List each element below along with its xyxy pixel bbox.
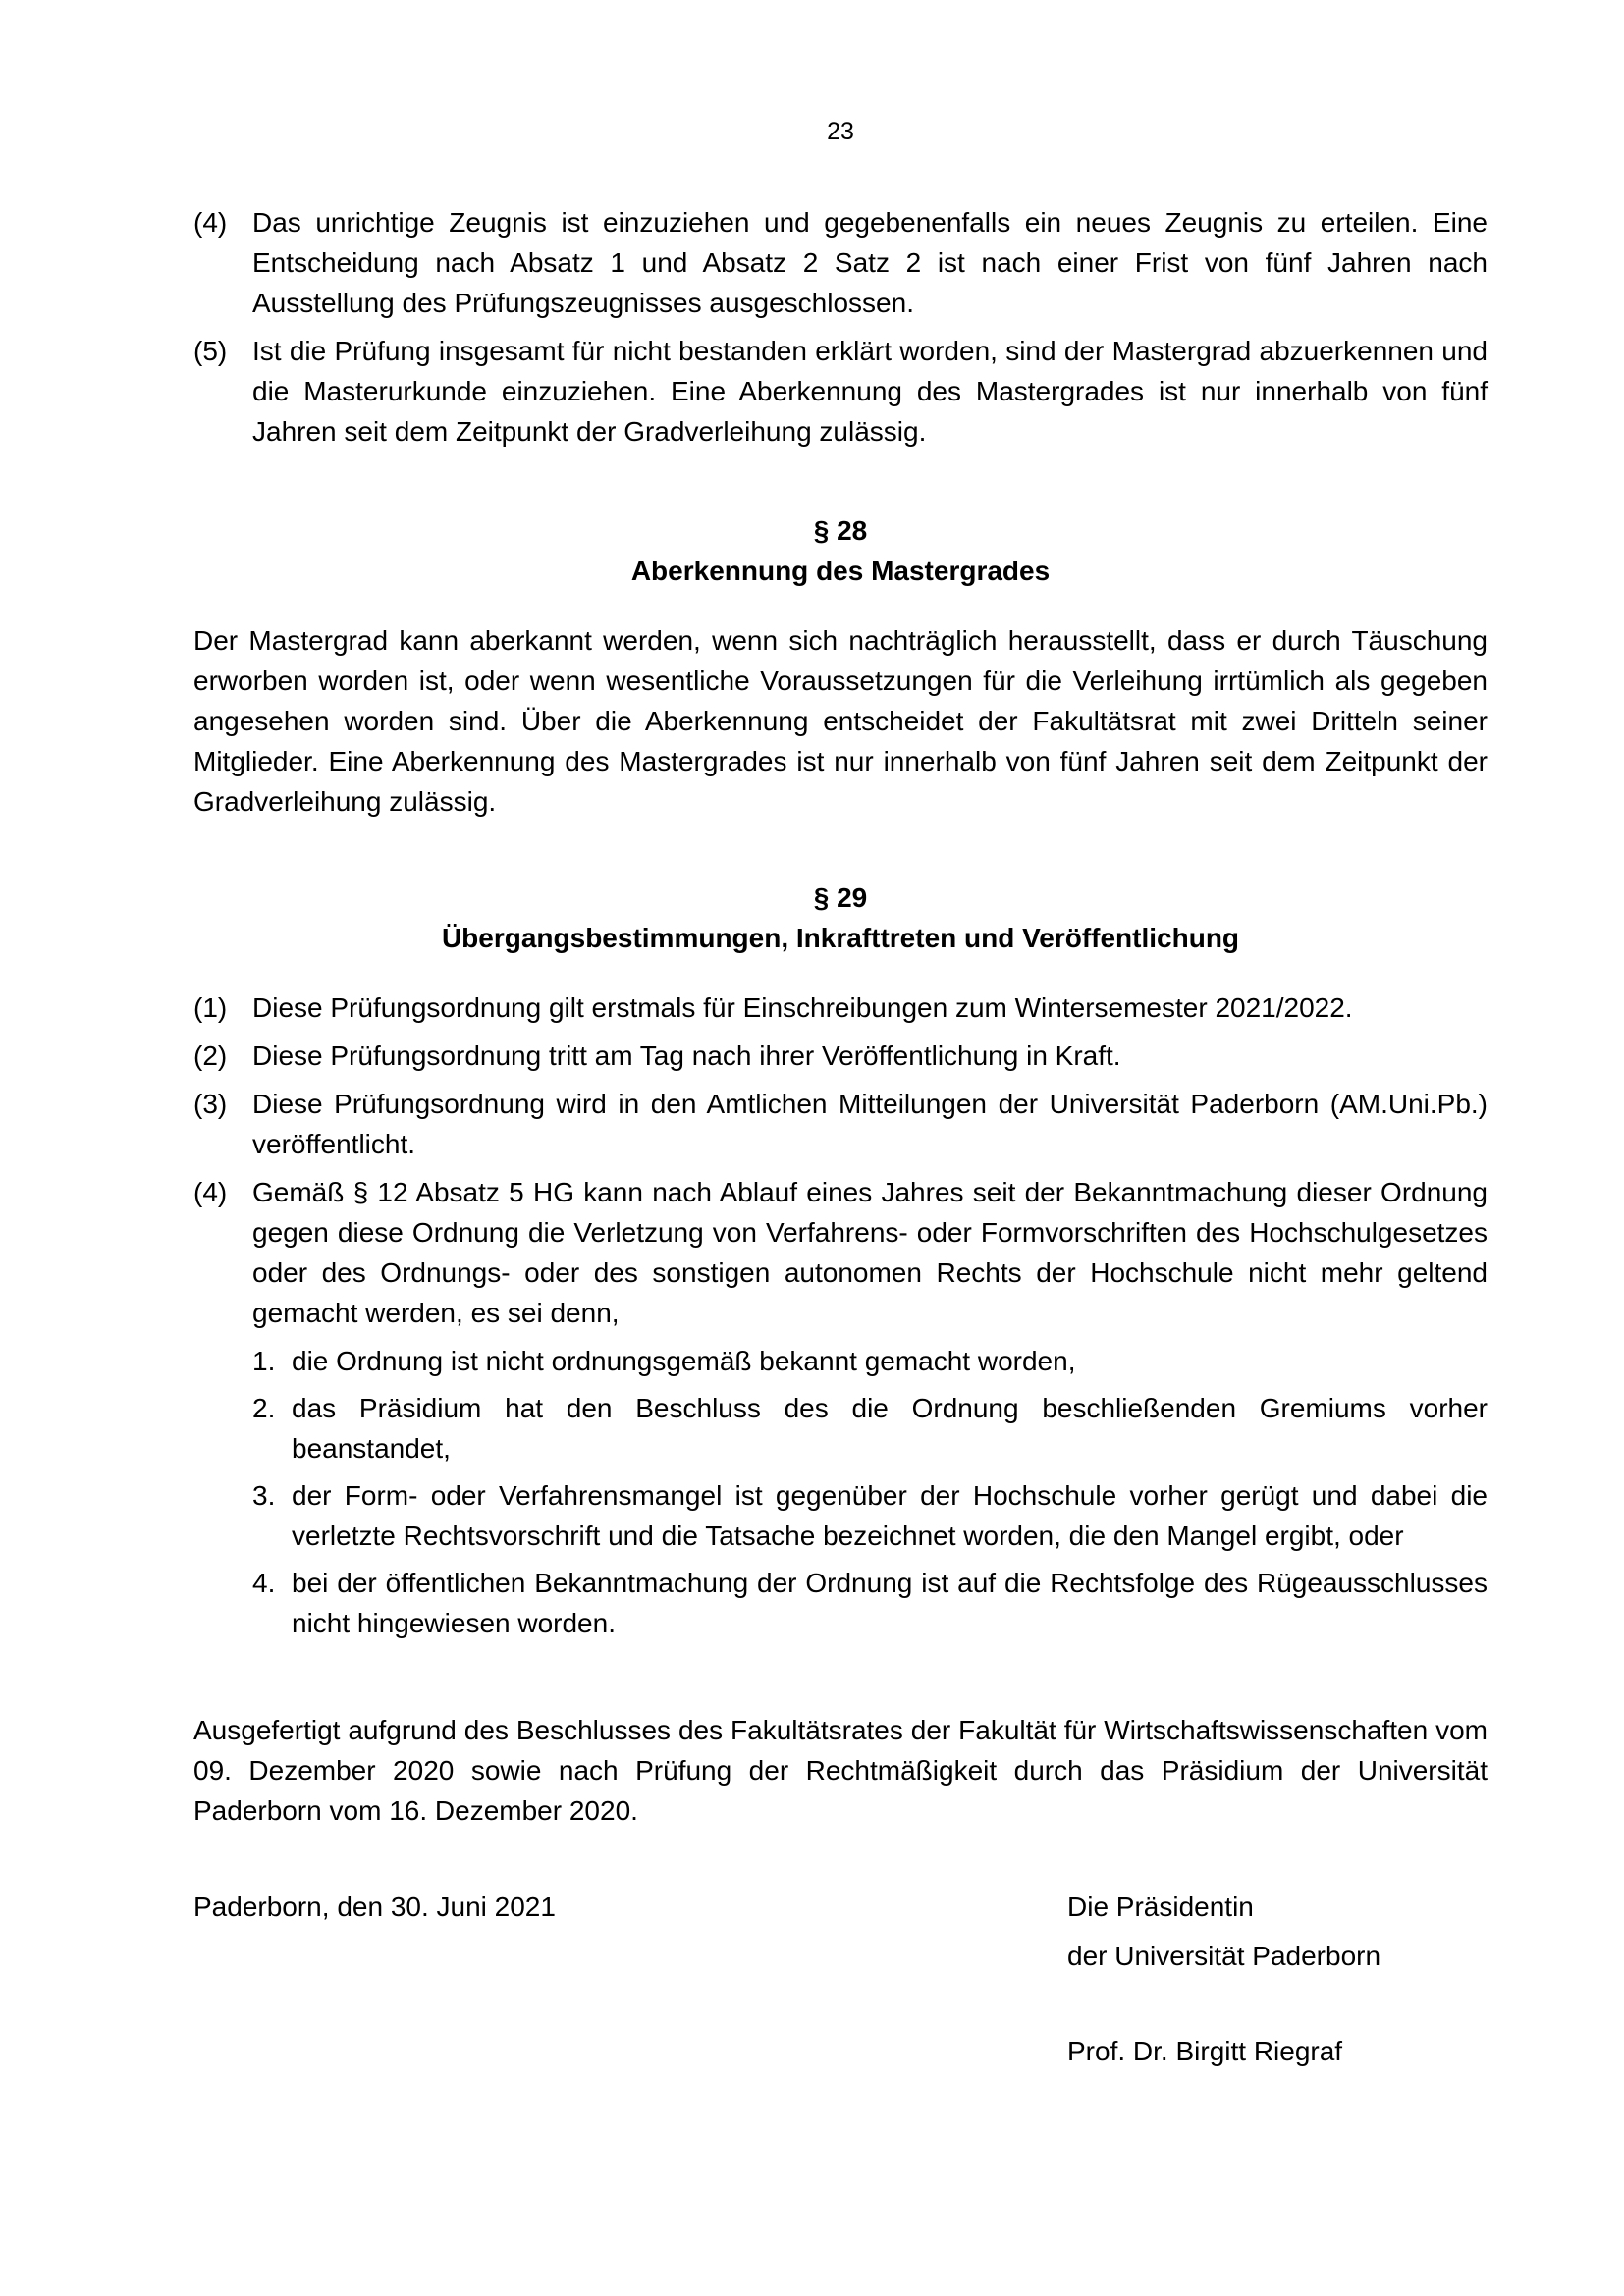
item-number: (2) — [193, 1041, 228, 1071]
sub-item-text: der Form- oder Verfahrensmangel ist gegenüber der Hochschule vorher gerügt und dabei die verletzte Rechtsvorschrift und die Tatsache bezeichnet worden, die den Mangel ergibt, oder — [292, 1480, 1488, 1551]
section-29 — [193, 878, 1488, 958]
sub-list-item — [252, 1341, 1488, 1381]
list-item — [193, 1084, 1488, 1164]
signer-title: Die Präsidentin — [1067, 1892, 1254, 1922]
sub-item-number: 4. — [252, 1568, 276, 1598]
section-number: § 29 — [813, 882, 868, 913]
section-29-list — [193, 988, 1488, 1650]
sub-list — [252, 1341, 1488, 1643]
sub-item-number: 3. — [252, 1480, 276, 1511]
item-text: Ist die Prüfung insgesamt für nicht bestanden erklärt worden, sind der Mastergrad abzuerkennen und die Masterurkunde einzuziehen. Eine Aberkennung des Mastergrades ist nur innerhalb von fünf Jahren seit dem Zeitpunkt der Gradverleihung zulässig. — [252, 336, 1488, 447]
item-number: (5) — [193, 336, 228, 366]
section-number: § 28 — [813, 515, 868, 546]
section-28 — [193, 510, 1488, 591]
list-item — [193, 1172, 1488, 1333]
sub-list-item — [252, 1388, 1488, 1468]
section-title: Übergangsbestimmungen, Inkrafttreten und Veröffentlichung — [441, 923, 1240, 953]
signer-institution: der Universität Paderborn — [1067, 1941, 1381, 1971]
item-text: Diese Prüfungsordnung tritt am Tag nach ihrer Veröffentlichung in Kraft. — [252, 1041, 1121, 1071]
sub-item-text: das Präsidium hat den Beschluss des die Ordnung beschließenden Gremiums vorher beanstandet, — [292, 1393, 1488, 1464]
item-number: (1) — [193, 992, 228, 1023]
section-28-text: Der Mastergrad kann aberkannt werden, wenn sich nachträglich herausstellt, dass er durch Täuschung erworben worden ist, oder wenn wesentliche Voraussetzungen für die Verleihung irrtümlich als gegeben angesehen worden sind. Über die Aberkennung entscheidet der Fakultätsrat mit zwei Dritteln seiner Mitglieder. Eine Aberkennung des Mastergrades ist nur innerhalb von fünf Jahren seit dem Zeitpunkt der Gradverleihung zulässig. — [193, 625, 1488, 817]
sub-item-number: 1. — [252, 1346, 276, 1376]
item-number: (3) — [193, 1089, 228, 1119]
list-item — [193, 1036, 1488, 1076]
page-number: 23 — [827, 118, 854, 145]
item-number: (4) — [193, 207, 228, 238]
sub-item-number: 2. — [252, 1393, 276, 1423]
section-27-continuation — [193, 202, 1488, 459]
sub-item-text: die Ordnung ist nicht ordnungsgemäß bekannt gemacht worden, — [292, 1346, 1076, 1376]
item-number: (4) — [193, 1177, 228, 1207]
sub-list-item — [252, 1563, 1488, 1643]
sub-item-text: bei der öffentlichen Bekanntmachung der Ordnung ist auf die Rechtsfolge des Rügeausschlusses nicht hingewiesen worden. — [292, 1568, 1488, 1638]
item-text: Diese Prüfungsordnung gilt erstmals für Einschreibungen zum Wintersemester 2021/2022. — [252, 992, 1353, 1023]
list-item — [193, 331, 1488, 452]
list-item — [193, 988, 1488, 1028]
section-title: Aberkennung des Mastergrades — [630, 556, 1051, 586]
closing-statement: Ausgefertigt aufgrund des Beschlusses des Fakultätsrates der Fakultät für Wirtschaftswissenschaften vom 09. Dezember 2020 sowie nach Prüfung der Rechtmäßigkeit durch das Präsidium der Universität Paderborn vom 16. Dezember 2020. — [193, 1715, 1488, 1826]
item-text: Gemäß § 12 Absatz 5 HG kann nach Ablauf eines Jahres seit der Bekanntmachung dieser Ordnung gegen diese Ordnung die Verletzung von Verfahrens- oder Formvorschriften des Hochschulgesetzes oder des Ordnungs- oder des sonstigen autonomen Rechts der Hochschule nicht mehr geltend gemacht werden, es sei denn, — [252, 1177, 1488, 1328]
item-text: Diese Prüfungsordnung wird in den Amtlichen Mitteilungen der Universität Paderborn (AM.Uni.Pb.) veröffentlicht. — [252, 1089, 1488, 1159]
signer-name: Prof. Dr. Birgitt Riegraf — [1067, 2036, 1343, 2066]
list-item — [193, 202, 1488, 323]
sub-list-item — [252, 1475, 1488, 1556]
item-text: Das unrichtige Zeugnis ist einzuziehen und gegebenenfalls ein neues Zeugnis zu erteilen. Eine Entscheidung nach Absatz 1 und Absatz 2 Satz 2 ist nach einer Frist von fünf Jahren nach Ausstellung des Prüfungszeugnisses ausgeschlossen. — [252, 207, 1488, 318]
place-date: Paderborn, den 30. Juni 2021 — [193, 1892, 556, 1922]
